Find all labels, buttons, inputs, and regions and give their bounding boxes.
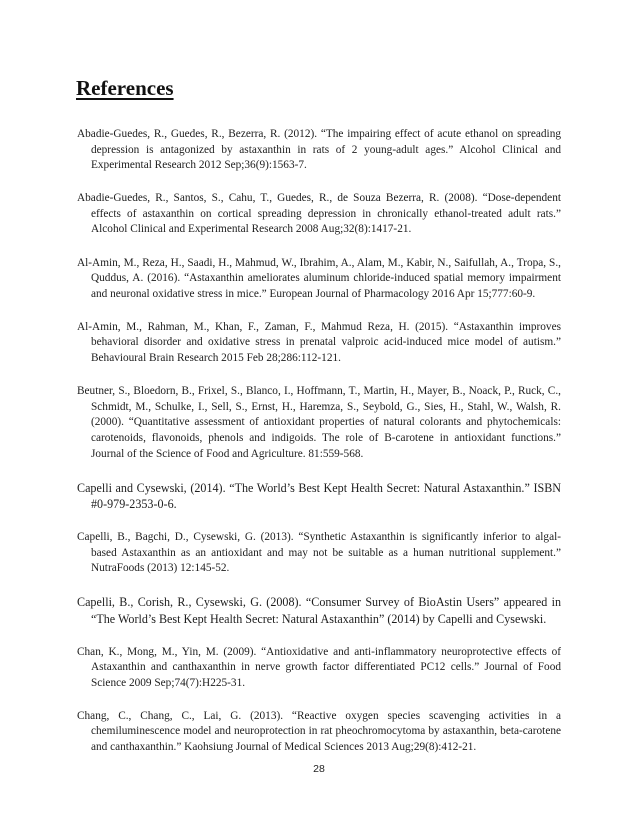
- page-number: 28: [313, 763, 325, 775]
- reference-entry: Chan, K., Mong, M., Yin, M. (2009). “Antioxidative and anti-inflammatory neuroprotective effects of Astaxanthin and canthaxanthin in nerve growth factor differentiated PC12 cells.” Journal of Food Science 2009 Sep;74(7):H225-31.: [77, 645, 561, 689]
- reference-entry: Abadie-Guedes, R., Santos, S., Cahu, T., Guedes, R., de Souza Bezerra, R. (2008). “Dose-dependent effects of astaxanthin on cortical spreading depression in chronically ethanol-treated adult rats.” Alcohol Clinical and Experimental Research 2008 Aug;32(8):1417-21.: [77, 192, 561, 236]
- reference-entry: Abadie-Guedes, R., Guedes, R., Bezerra, R. (2012). “The impairing effect of acute ethanol on spreading depression is antagonized by astaxanthin in rats of 2 young-adult ages.” Alcohol Clinical and Experimental Research 2012 Sep;36(9):1563-7.: [77, 128, 561, 172]
- reference-entry: Capelli and Cysewski, (2014). “The World’s Best Kept Health Secret: Natural Astaxanthin.” ISBN #0-979-2353-0-6.: [77, 480, 561, 511]
- reference-entry: Capelli, B., Corish, R., Cysewski, G. (2008). “Consumer Survey of BioAstin Users” appeared in “The World’s Best Kept Health Secret: Natural Astaxanthin” (2014) by Capelli and Cysewski.: [77, 595, 561, 626]
- page-heading: References: [76, 76, 174, 100]
- reference-entry: Al-Amin, M., Rahman, M., Khan, F., Zaman, F., Mahmud Reza, H. (2015). “Astaxanthin improves behavioral disorder and oxidative stress in prenatal valproic acid-induced mice model of autism.” Behavioural Brain Research 2015 Feb 28;286:112-121.: [77, 320, 561, 365]
- reference-entry: Al-Amin, M., Reza, H., Saadi, H., Mahmud, W., Ibrahim, A., Alam, M., Kabir, N., Saifullah, A., Tropa, S., Quddus, A. (2016). “Astaxanthin ameliorates aluminum chloride-induced spatial memory impairment and neuronal oxidative stress in mice.” European Journal of Pharmacology 2016 Apr 15;777:60-9.: [77, 256, 561, 300]
- reference-list: [77, 127, 561, 773]
- reference-entry: Chang, C., Chang, C., Lai, G. (2013). “Reactive oxygen species scavenging activities in a chemiluminescence model and neuroprotection in rat pheochromocytoma by astaxanthin, beta-carotene and canthaxanthin.” Kaohsiung Journal of Medical Sciences 2013 Aug;29(8):412-21.: [77, 709, 561, 753]
- reference-entry: Capelli, B., Bagchi, D., Cysewski, G. (2013). “Synthetic Astaxanthin is significantly inferior to algal-based Astaxanthin as an antioxidant and may not be suitable as a human nutritional supplement.” NutraFoods (2013) 12:145-52.: [77, 530, 561, 575]
- reference-entry: Beutner, S., Bloedorn, B., Frixel, S., Blanco, I., Hoffmann, T., Martin, H., Mayer, B., Noack, P., Ruck, C., Schmidt, M., Schulke, I., Sell, S., Ernst, H., Haremza, S., Seybold, G., Sies, H., Stahl, W., Walsh, R. (2000). “Quantitative assessment of antioxidant properties of natural colorants and phytochemicals: carotenoids, flavonoids, phenols and indigoids. The role of B-carotene in antioxidant functions.” Journal of the Science of Food and Agriculture. 81:559-568.: [77, 385, 561, 460]
